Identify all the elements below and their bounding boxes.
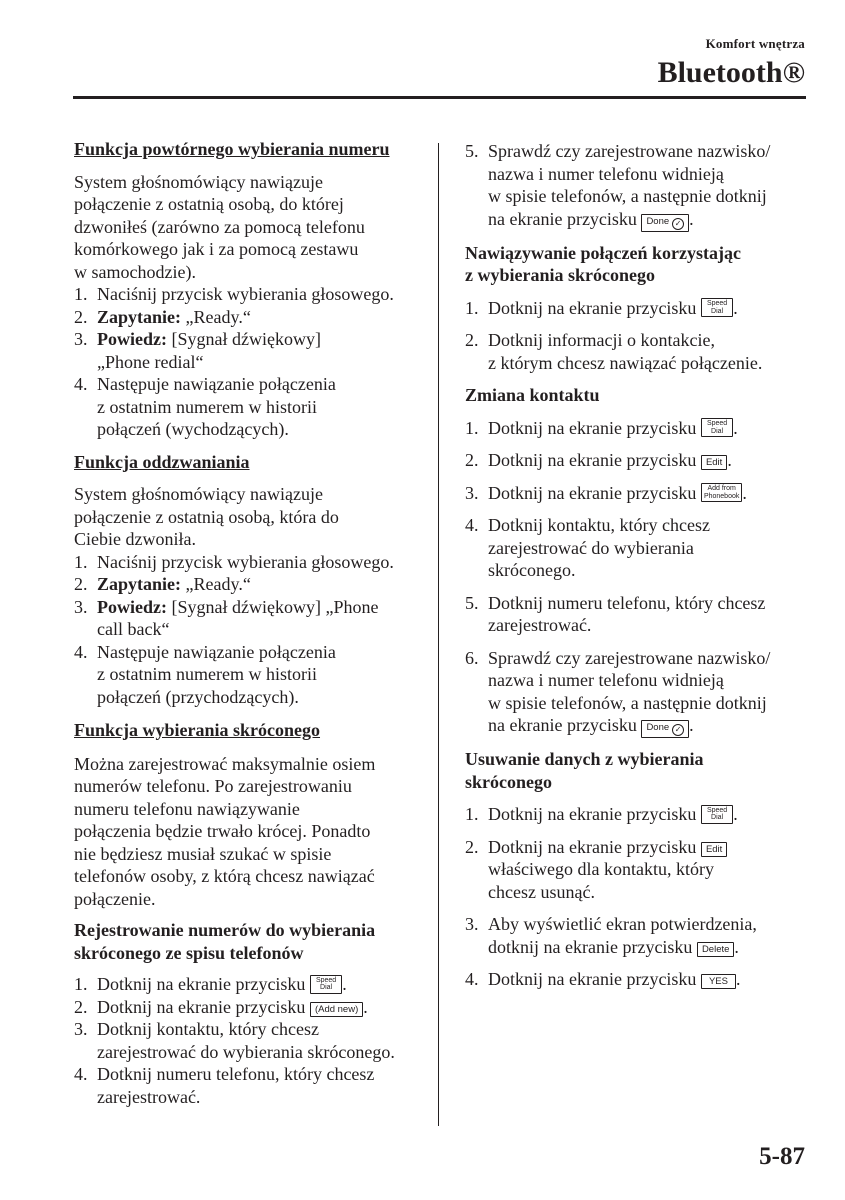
step-number: 4.: [465, 969, 479, 989]
step: [74, 996, 424, 1019]
step-text: Dotknij informacji o kontakcie, z którym chcesz nawiązać połączenie.: [488, 330, 763, 373]
period: .: [733, 804, 738, 824]
add-new-button-icon: (Add new): [310, 1002, 363, 1017]
callback-section: [74, 451, 424, 709]
step-text: Dotknij na ekranie przycisku: [488, 836, 697, 857]
step-text: „Ready.“: [181, 574, 251, 594]
section-intro: System głośnomówiący nawiązuje połączenie z ostatnią osobą, do której dzwoniłeś (zarówno za pomocą telefonu komórkowego jak i za pomocą zestawu w samochodzie).: [74, 171, 365, 282]
step: [465, 329, 810, 374]
register-section: [74, 919, 424, 1108]
step: [465, 297, 810, 320]
period: .: [733, 417, 738, 438]
period: .: [727, 450, 732, 470]
step: [74, 596, 424, 641]
step-number: 2.: [465, 450, 479, 470]
redial-section: [74, 138, 424, 441]
step-label: Zapytanie:: [97, 574, 182, 594]
delete-button-icon: Delete: [697, 942, 734, 957]
done-label: Done: [646, 215, 670, 227]
speed-dial-button-icon: Speed Dial: [701, 298, 733, 317]
step-text: Sprawdź czy zarejestrowane nazwisko/ nazwa i numer telefonu widnieją w spisie telefonów, a następnie dotknij na ekranie przycisku: [488, 647, 771, 735]
step-number: 1.: [465, 417, 479, 438]
step-text: Dotknij na ekranie przycisku: [488, 969, 697, 989]
step: [74, 306, 424, 329]
step-text: Następuje nawiązanie połączenia z ostatnim numerem w historii połączeń (wychodzących).: [97, 374, 336, 439]
step: [465, 140, 810, 232]
page-title: Bluetooth®: [657, 56, 805, 89]
check-icon: ✓: [672, 724, 684, 736]
step-number: 2.: [74, 306, 88, 327]
page-number: 5-87: [759, 1143, 805, 1170]
speed-dial-button-icon: Speed Dial: [701, 805, 733, 824]
step-text: Naciśnij przycisk wybierania głosowego.: [97, 284, 394, 304]
step: [465, 968, 810, 991]
left-column: [74, 138, 424, 1108]
period: .: [363, 996, 368, 1017]
delete-section: [465, 748, 810, 991]
speed-dial-button-icon: Speed Dial: [701, 418, 733, 437]
step-text: Dotknij na ekranie przycisku: [488, 482, 697, 503]
step: [465, 913, 810, 958]
step-number: 4.: [74, 374, 88, 394]
step-number: 4.: [465, 515, 479, 535]
edit-button-icon: Edit: [701, 842, 727, 857]
step: [74, 328, 424, 373]
step-number: 1.: [74, 284, 88, 304]
step-text: Sprawdź czy zarejestrowane nazwisko/ nazwa i numer telefonu widnieją w spisie telefonów, a następnie dotknij na ekranie przycisku: [488, 141, 771, 229]
step: [465, 647, 810, 739]
step-number: 3.: [465, 914, 479, 934]
step-text: Dotknij na ekranie przycisku: [488, 804, 697, 824]
step-text: Dotknij na ekranie przycisku: [488, 417, 697, 438]
section-title: Funkcja oddzwaniania: [74, 451, 250, 472]
step-text: Dotknij kontaktu, który chcesz zarejestrować do wybierania skróconego.: [97, 1019, 395, 1062]
step-number: 1.: [74, 551, 88, 572]
step-text: [Sygnał dźwiękowy] „Phone call back“: [97, 596, 379, 639]
step-label: Zapytanie:: [97, 306, 182, 327]
step-number: 2.: [465, 836, 479, 857]
change-section: [465, 384, 810, 738]
step-text-continued: właściwego dla kontaktu, który chcesz usunąć.: [488, 859, 714, 902]
step: [74, 373, 424, 441]
step-label: Powiedz:: [97, 596, 167, 617]
section-intro: System głośnomówiący nawiązuje połączenie z ostatnią osobą, która do Ciebie dzwoniła.: [74, 484, 339, 549]
step-text: Dotknij na ekranie przycisku: [488, 297, 697, 318]
step: [74, 573, 424, 596]
step: [74, 641, 424, 709]
step-text: Aby wyświetlić ekran potwierdzenia, dotknij na ekranie przycisku: [488, 914, 757, 957]
step-number: 2.: [74, 574, 88, 594]
step-number: 1.: [74, 974, 88, 994]
outgoing-section: [465, 242, 810, 375]
done-button-icon: [641, 214, 689, 232]
step-text: Dotknij kontaktu, który chcesz zarejestrować do wybierania skróconego.: [488, 515, 710, 580]
step-number: 1.: [465, 297, 479, 318]
step-text: Następuje nawiązanie połączenia z ostatnim numerem w historii połączeń (przychodzących).: [97, 641, 336, 707]
step-number: 1.: [465, 804, 479, 824]
step-number: 3.: [74, 329, 88, 349]
add-from-phonebook-button-icon: Add from Phonebook: [701, 483, 742, 502]
section-title: Funkcja powtórnego wybierania numeru: [74, 139, 390, 159]
column-divider: [438, 143, 439, 1126]
step: [465, 449, 810, 472]
subsection-title: Rejestrowanie numerów do wybierania skróconego ze spisu telefonów: [74, 920, 376, 963]
step: [74, 1063, 424, 1108]
right-column: [465, 140, 810, 991]
header-rule: [73, 96, 806, 99]
step: [465, 514, 810, 582]
step-number: 6.: [465, 647, 479, 668]
step-text: Dotknij na ekranie przycisku: [97, 974, 306, 994]
subsection-title: Usuwanie danych z wybierania skróconego: [465, 749, 704, 792]
period: .: [733, 297, 738, 318]
done-button-icon: [641, 720, 689, 738]
check-icon: ✓: [672, 218, 684, 230]
edit-button-icon: Edit: [701, 455, 727, 470]
step: [74, 973, 424, 996]
step-text: „Ready.“: [181, 306, 251, 327]
step-number: 3.: [74, 1019, 88, 1039]
period: .: [742, 482, 747, 503]
step-number: 2.: [74, 996, 88, 1017]
step: [465, 592, 810, 637]
section-intro: Można zarejestrować maksymalnie osiem numerów telefonu. Po zarejestrowaniu numeru telefonu nawiązywanie połączenia będzie trwało krócej. Ponadto nie będziesz musiał szukać w spisie telefonów osoby, z którą chcesz nawiązać połączenie.: [74, 753, 376, 909]
section-title: Funkcja wybierania skróconego: [74, 720, 321, 740]
speed-dial-section: [74, 719, 424, 910]
step-number: 3.: [465, 482, 479, 503]
step-label: Powiedz:: [97, 329, 167, 349]
step-text: Naciśnij przycisk wybierania głosowego.: [97, 551, 394, 572]
step: [465, 836, 810, 904]
step: [465, 803, 810, 826]
section-header: Komfort wnętrza: [705, 36, 805, 51]
period: .: [734, 936, 739, 957]
period: .: [735, 969, 741, 989]
step-number: 3.: [74, 596, 88, 617]
step: [74, 551, 424, 574]
period: .: [689, 715, 694, 735]
step-number: 5.: [465, 592, 479, 613]
subsection-title: Zmiana kontaktu: [465, 385, 600, 405]
step: [74, 283, 424, 306]
step: [465, 417, 810, 440]
period: .: [689, 208, 694, 229]
step-text: Dotknij numeru telefonu, który chcesz zarejestrować.: [97, 1064, 375, 1107]
done-label: Done: [646, 722, 670, 733]
period: .: [342, 974, 347, 994]
step-text: Dotknij numeru telefonu, który chcesz zarejestrować.: [488, 592, 766, 635]
yes-button-icon: YES: [701, 974, 736, 989]
step-text: [Sygnał dźwiękowy] „Phone redial“: [97, 329, 321, 372]
continued-steps: [465, 140, 810, 232]
step-number: 2.: [465, 330, 479, 350]
step-text: Dotknij na ekranie przycisku: [488, 450, 697, 470]
step-number: 4.: [74, 1064, 88, 1084]
step-text: Dotknij na ekranie przycisku: [97, 996, 306, 1017]
step: [465, 482, 810, 505]
step-number: 5.: [465, 141, 479, 161]
step-number: 4.: [74, 641, 88, 662]
speed-dial-button-icon: Speed Dial: [310, 975, 342, 994]
subsection-title: Nawiązywanie połączeń korzystając z wybierania skróconego: [465, 242, 741, 285]
step: [74, 1018, 424, 1063]
